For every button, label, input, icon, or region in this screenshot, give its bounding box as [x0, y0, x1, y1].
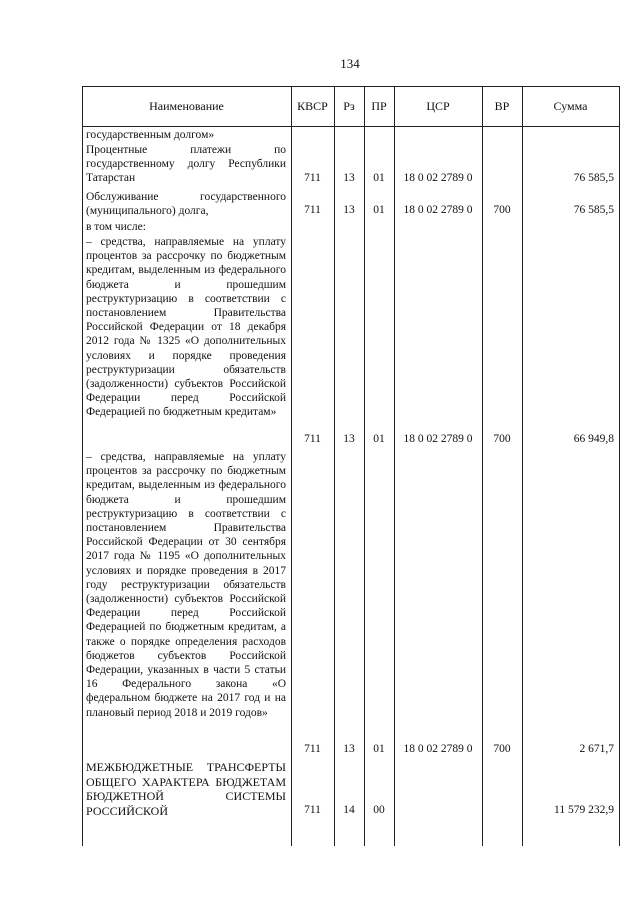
header-csr: ЦСР	[426, 98, 450, 113]
row-rz: 14	[343, 804, 355, 816]
budget-table	[82, 86, 620, 846]
header-vr: ВР	[494, 98, 510, 113]
row-name: – средства, направляемые на уплату процентов за рассрочку по бюджетным кредитам, выделенным из федерального бюджета и прошедшим реструктуризацию в соответствии с постановлением Правительства Российской Федерации от 30 сентября 2017 года № 1195 «О дополнительных условиях и порядке проведения в 2017 году реструктуризации обязательств (задолженности) субъектов Российской Федерации перед Российской Федерацией по бюджетным кредитам, а также о порядке определения расходов бюджетов субъектов Российской Федерации, указанных в части 5 статьи 16 Федерального закона «О федеральном бюджете на 2017 год и на плановый период 2018 и 2019 годов»	[86, 451, 286, 719]
row-sum: 2 671,7	[579, 743, 614, 755]
row-vr: 700	[493, 743, 511, 755]
row-kvsr: 711	[304, 433, 321, 445]
header-name: Наименование	[149, 98, 224, 113]
row-pr: 01	[373, 433, 385, 445]
header-sum: Сумма	[553, 98, 588, 113]
header-rz: Рз	[343, 98, 355, 113]
row-rz: 13	[343, 743, 355, 755]
row-vr: 700	[493, 204, 511, 216]
row-csr: 18 0 02 2789 0	[403, 433, 473, 445]
header-kvsr: КВСР	[297, 98, 328, 113]
page-number: 134	[340, 56, 360, 71]
row-sum: 66 949,8	[573, 433, 614, 445]
row-pr: 01	[373, 743, 385, 755]
row-sum: 11 579 232,9	[554, 804, 614, 816]
row-rz: 13	[343, 172, 355, 184]
row-pr: 00	[373, 804, 385, 816]
row-vr: 700	[493, 433, 511, 445]
row-kvsr: 711	[304, 804, 321, 816]
row-rz: 13	[343, 433, 355, 445]
row-kvsr: 711	[304, 204, 321, 216]
row-kvsr: 711	[304, 172, 321, 184]
row-pr: 01	[373, 204, 385, 216]
row-csr: 18 0 02 2789 0	[403, 172, 473, 184]
header-pr: ПР	[371, 98, 387, 113]
row-name: Процентные платежи по государственному долгу Республики Татарстан	[86, 144, 286, 185]
row-name: МЕЖБЮДЖЕТНЫЕ ТРАНСФЕРТЫ ОБЩЕГО ХАРАКТЕРА БЮДЖЕТАМ БЮДЖЕТНОЙ СИСТЕМЫ РОССИЙСКОЙ	[86, 760, 286, 818]
row-rz: 13	[343, 204, 355, 216]
row-name: – средства, направляемые на уплату процентов за рассрочку по бюджетным кредитам, выделенным из федерального бюджета и прошедшим реструктуризацию в соответствии с постановлением Правительства Российской Федерации от 18 декабря 2012 года № 1325 «О дополнительных условиях и порядке проведения реструктуризации обязательств (задолженности) субъектов Российской Федерации перед Российской Федерацией по бюджетным кредитам»	[86, 236, 286, 419]
row-sum: 76 585,5	[573, 172, 614, 184]
row-csr: 18 0 02 2789 0	[403, 204, 473, 216]
row-name: Обслуживание государственного (муниципального) долга,	[86, 191, 286, 218]
row-kvsr: 711	[304, 743, 321, 755]
row-pr: 01	[373, 172, 385, 184]
row-name: в том числе:	[86, 221, 146, 233]
row-csr: 18 0 02 2789 0	[403, 743, 473, 755]
row-name: государственным долгом»	[86, 129, 215, 141]
row-sum: 76 585,5	[573, 204, 614, 216]
